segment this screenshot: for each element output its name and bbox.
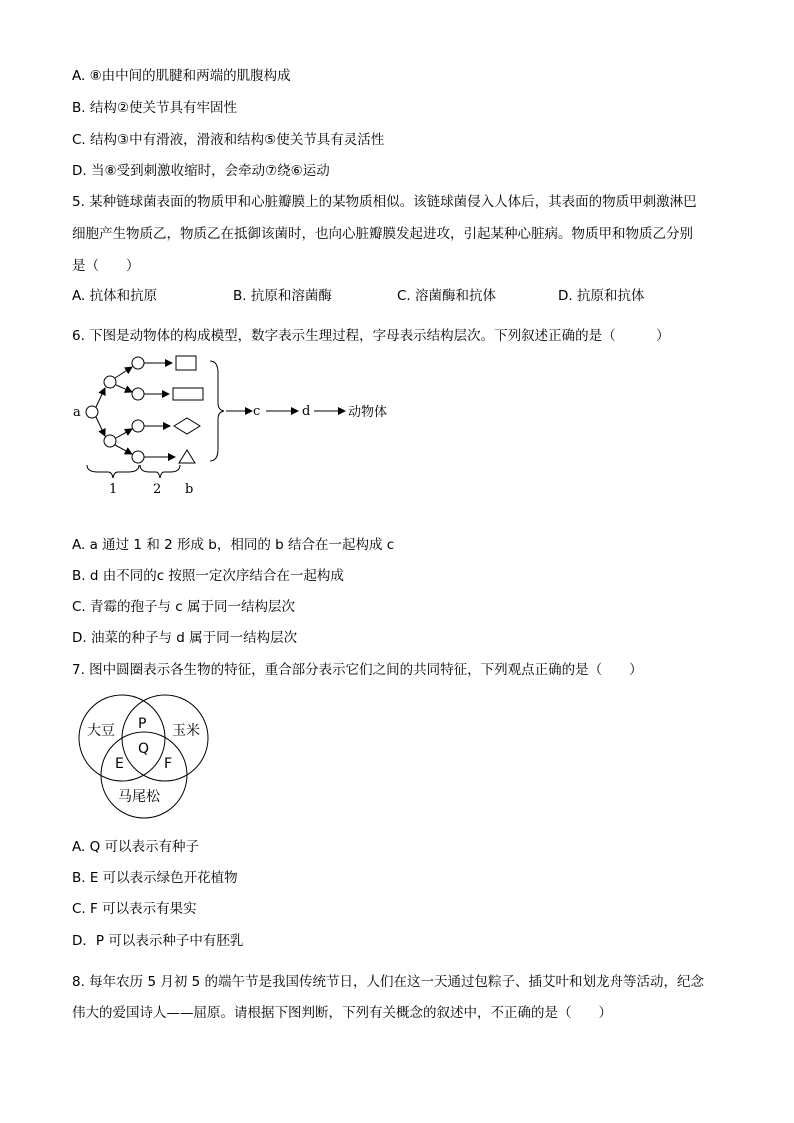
q4-option-b: B. 结构②使关节具有牢固性: [72, 100, 237, 116]
q5-option-a: A. 抗体和抗原: [72, 288, 158, 304]
animal-structure-diagram: [60, 345, 420, 505]
brace-process-1: [87, 465, 139, 478]
rectangle-tissue-shape: [173, 388, 203, 400]
q6-option-a: A. a 通过 1 和 2 形成 b，相同的 b 结合在一起构成 c: [72, 537, 395, 553]
cell-lower-circle: [104, 435, 116, 447]
q7-stem: 7. 图中圆圈表示各生物的特征，重合部分表示它们之间的共同特征，下列观点正确的是（ ）: [72, 662, 643, 678]
q5-stem-line3: 是（ ）: [72, 258, 140, 274]
q7-option-d: D．P 可以表示种子中有胚乳: [72, 933, 244, 949]
venn-label-soybean: 大豆: [87, 723, 115, 739]
label-c: c: [253, 404, 261, 419]
label-a: a: [73, 405, 81, 420]
q7-option-b: B. E 可以表示绿色开花植物: [72, 870, 238, 886]
q6-stem: 6. 下图是动物体的构成模型，数字表示生理过程，字母表示结构层次。下列叙述正确的是（ ）: [72, 328, 670, 344]
q5-stem-line1: 5. 某种链球菌表面的物质甲和心脏瓣膜上的某物质相似。该链球菌侵入人体后，其表面的物质甲刺激淋巴: [72, 194, 697, 210]
brace-process-2: [140, 465, 180, 478]
label-2: 2: [153, 482, 162, 497]
venn-region-q: Q: [138, 741, 150, 757]
label-b: b: [185, 482, 194, 497]
q8-stem-line1: 8. 每年农历 5 月初 5 的端午节是我国传统节日，人们在这一天通过包粽子、插艾叶和划龙舟等活动，纪念: [72, 974, 705, 990]
cell-3-circle: [132, 420, 144, 432]
q4-option-d: D. 当⑧受到刺激收缩时，会牵动⑦绕⑥运动: [72, 163, 330, 179]
q7-option-a: A. Q 可以表示有种子: [72, 839, 199, 855]
venn-region-f: F: [164, 756, 173, 772]
cell-4-circle: [132, 451, 144, 463]
q7-option-c: C. F 可以表示有果实: [72, 901, 197, 917]
cell-2-circle: [132, 388, 144, 400]
q5-option-c: C. 溶菌酶和抗体: [397, 288, 497, 304]
triangle-tissue-shape: [179, 450, 195, 463]
q6-option-b: B. d 由不同的c 按照一定次序结合在一起构成: [72, 568, 344, 584]
cell-1-circle: [132, 357, 144, 369]
q5-stem-line2: 细胞产生物质乙，物质乙在抵御该菌时，也向心脏瓣膜发起进攻，引起某种心脏病。物质甲和物质乙分别: [72, 226, 693, 242]
venn-region-p: P: [138, 716, 147, 732]
q5-option-b: B. 抗原和溶菌酶: [233, 288, 332, 304]
cell-a-circle: [86, 406, 98, 418]
q4-option-a: A. ⑧由中间的肌腱和两端的肌腹构成: [72, 68, 291, 84]
q4-option-c: C. 结构③中有滑液，滑液和结构⑤使关节具有灵活性: [72, 132, 385, 148]
q6-option-c: C. 青霉的孢子与 c 属于同一结构层次: [72, 599, 296, 615]
label-d: d: [302, 404, 311, 419]
diamond-tissue-shape: [174, 418, 200, 434]
venn-diagram: [72, 690, 222, 825]
q6-option-d: D. 油菜的种子与 d 属于同一结构层次: [72, 630, 298, 646]
venn-region-e: E: [115, 756, 124, 772]
square-tissue-shape: [176, 356, 196, 370]
venn-label-pine: 马尾松: [118, 789, 160, 805]
venn-label-corn: 玉米: [172, 723, 200, 739]
q8-stem-line2: 伟大的爱国诗人——屈原。请根据下图判断，下列有关概念的叙述中，不正确的是（ ）: [72, 1005, 612, 1021]
q5-option-d: D. 抗原和抗体: [558, 288, 645, 304]
cell-upper-circle: [104, 376, 116, 388]
label-1: 1: [109, 482, 118, 497]
right-brace: [210, 361, 224, 461]
label-animal: 动物体: [348, 405, 388, 420]
